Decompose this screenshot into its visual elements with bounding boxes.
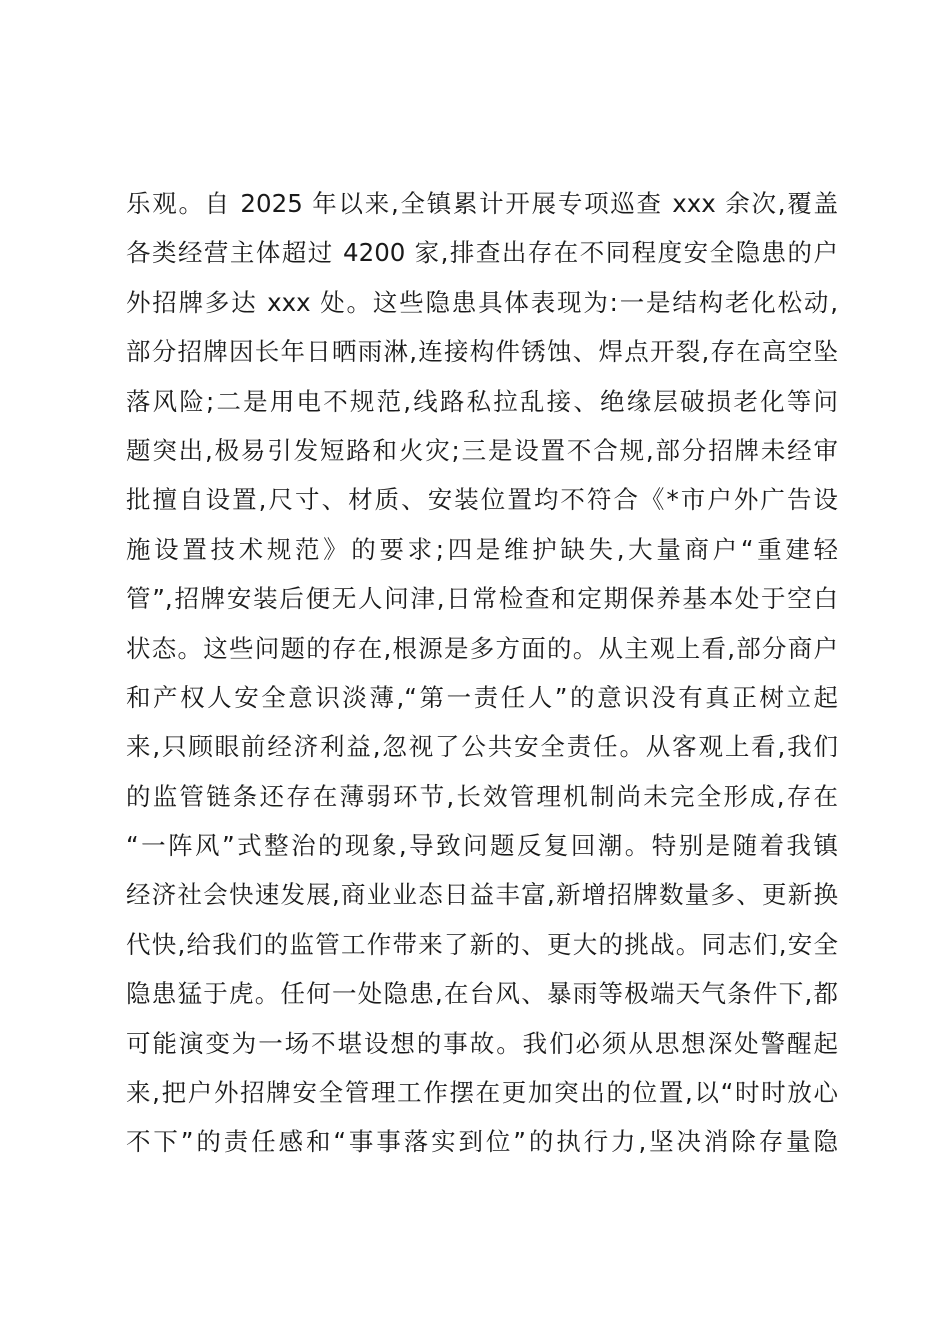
text-line-19: 来,把户外招牌安全管理工作摆在更加突出的位置,以“时时放心 bbox=[126, 1078, 838, 1108]
text-line-7: 批擅自设置,尺寸、材质、安装位置均不符合《*市户外广告设 bbox=[126, 485, 838, 515]
text-line-14: “一阵风”式整治的现象,导致问题反复回潮。特别是随着我镇 bbox=[126, 831, 838, 861]
text-line-1: 乐观。自 2025 年以来,全镇累计开展专项巡查 xxx 余次,覆盖 bbox=[126, 189, 838, 218]
text-line-3: 外招牌多达 xxx 处。这些隐患具体表现为:一是结构老化松动, bbox=[126, 287, 838, 317]
text-line-12: 来,只顾眼前经济利益,忽视了公共安全责任。从客观上看,我们 bbox=[126, 732, 838, 762]
body-paragraph bbox=[126, 179, 838, 1167]
text-line-13: 的监管链条还存在薄弱环节,长效管理机制尚未完全形成,存在 bbox=[126, 781, 838, 811]
text-line-18: 可能演变为一场不堪设想的事故。我们必须从思想深处警醒起 bbox=[126, 1028, 838, 1058]
text-line-4: 部分招牌因长年日晒雨淋,连接构件锈蚀、焊点开裂,存在高空坠 bbox=[126, 337, 838, 367]
text-line-10: 状态。这些问题的存在,根源是多方面的。从主观上看,部分商户 bbox=[126, 633, 838, 663]
text-line-20: 不下”的责任感和“事事落实到位”的执行力,坚决消除存量隐 bbox=[126, 1127, 838, 1157]
text-line-6: 题突出,极易引发短路和火灾;三是设置不合规,部分招牌未经审 bbox=[126, 435, 838, 465]
text-line-15: 经济社会快速发展,商业业态日益丰富,新增招牌数量多、更新换 bbox=[126, 880, 838, 910]
text-line-9: 管”,招牌安装后便无人问津,日常检查和定期保养基本处于空白 bbox=[126, 584, 838, 614]
text-line-2: 各类经营主体超过 4200 家,排查出存在不同程度安全隐患的户 bbox=[126, 238, 838, 268]
text-line-5: 落风险;二是用电不规范,线路私拉乱接、绝缘层破损老化等问 bbox=[126, 386, 838, 416]
text-line-11: 和产权人安全意识淡薄,“第一责任人”的意识没有真正树立起 bbox=[126, 682, 838, 712]
text-line-8: 施设置技术规范》的要求;四是维护缺失,大量商户“重建轻 bbox=[126, 534, 838, 564]
text-line-17: 隐患猛于虎。任何一处隐患,在台风、暴雨等极端天气条件下,都 bbox=[126, 979, 838, 1009]
text-line-16: 代快,给我们的监管工作带来了新的、更大的挑战。同志们,安全 bbox=[126, 929, 838, 959]
